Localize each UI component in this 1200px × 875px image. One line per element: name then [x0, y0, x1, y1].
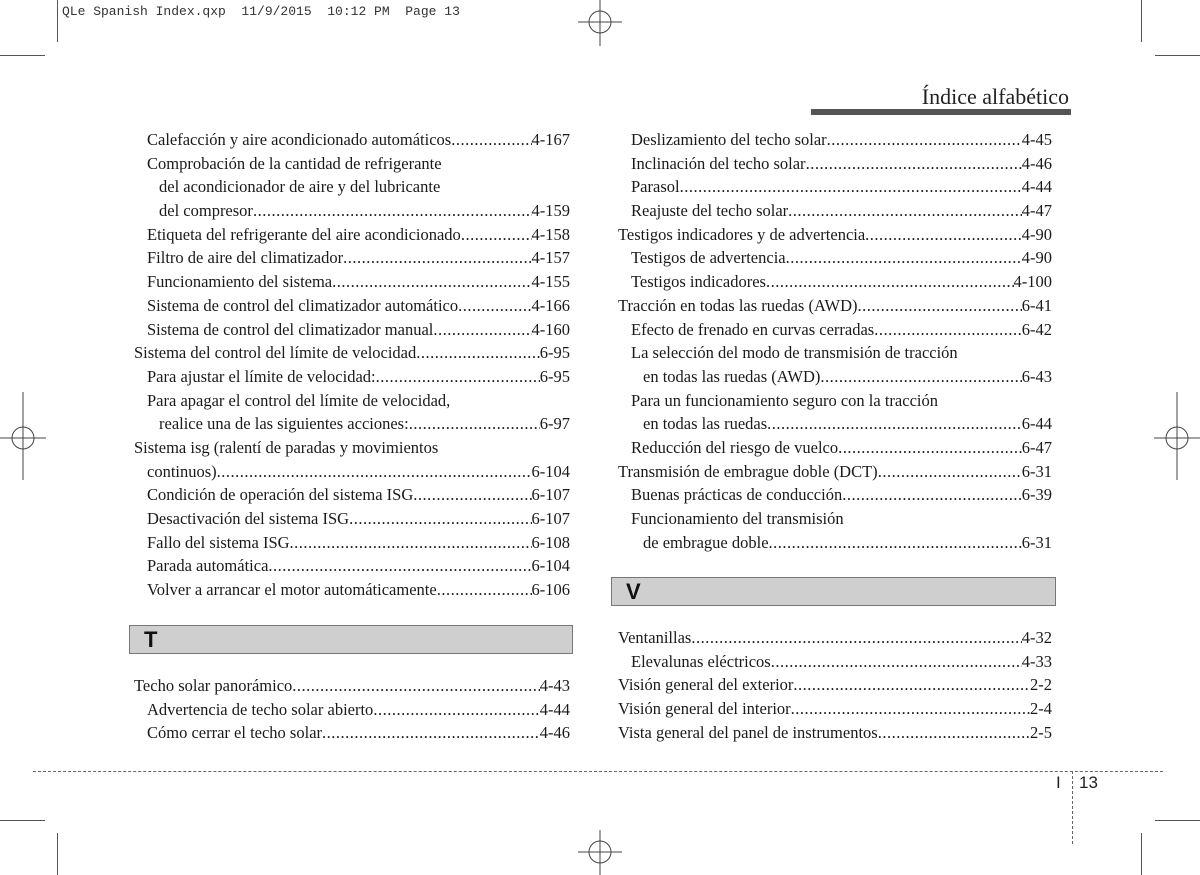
section-header-t — [129, 625, 573, 654]
entry-text: Cómo cerrar el techo solar — [147, 723, 323, 743]
entry-text: continuos) — [147, 461, 217, 481]
page-number: 13 — [1079, 773, 1098, 792]
entry-page: 4-46 — [1021, 153, 1052, 173]
entry-text: Parasol — [631, 177, 680, 197]
entry-text: Para apagar el control del límite de velocidad, — [147, 390, 451, 410]
entry-text: Efecto de frenado en curvas cerradas — [631, 319, 875, 339]
index-entry — [134, 531, 570, 555]
entry-page: 4-33 — [1021, 651, 1052, 671]
entry-page: 6-44 — [1021, 414, 1052, 434]
entry-text: La selección del modo de transmisión de tracción — [631, 343, 958, 363]
entry-page: 6-31 — [1021, 461, 1052, 481]
dot-leader — [838, 436, 1022, 460]
entry-text: Inclinación del techo solar — [631, 153, 806, 173]
entry-page: 6-47 — [1021, 437, 1052, 457]
index-entry — [134, 436, 570, 460]
dot-leader — [253, 199, 532, 223]
file-slug: QLe Spanish Index.qxp 11/9/2015 10:12 PM Page 13 — [62, 4, 460, 19]
entry-text: Sistema de control del climatizador automático — [147, 295, 459, 315]
dot-leader — [458, 294, 531, 318]
dot-leader — [413, 483, 531, 507]
index-entry — [618, 246, 1052, 270]
entry-text: Fallo del sistema ISG — [147, 532, 290, 552]
entry-text: Vista general del panel de instrumentos — [618, 722, 878, 742]
index-entry — [618, 650, 1052, 674]
entry-text: en todas las ruedas — [643, 414, 768, 434]
index-column-left — [134, 128, 570, 602]
section-v-entries — [618, 626, 1052, 744]
index-entry — [618, 341, 1052, 365]
entry-text: Testigos de advertencia — [631, 248, 786, 268]
dot-leader — [788, 199, 1022, 223]
dot-leader — [409, 412, 540, 436]
dot-leader — [769, 531, 1022, 555]
entry-text: Volver a arrancar el motor automáticamente — [147, 580, 437, 600]
entry-page: 6-107 — [531, 485, 570, 505]
entry-text: Deslizamiento del techo solar — [631, 130, 827, 149]
entry-page: 2-5 — [1030, 722, 1052, 742]
section-letter: V — [626, 579, 641, 604]
entry-text: Funcionamiento del transmisión — [631, 509, 844, 528]
dot-leader — [691, 626, 1021, 650]
index-entry — [618, 294, 1052, 318]
entry-text: Sistema de control del climatizador manual — [147, 319, 434, 339]
index-entry — [134, 554, 570, 578]
entry-page: 4-44 — [539, 699, 570, 719]
index-entry — [618, 626, 1052, 650]
index-entry — [618, 152, 1052, 176]
index-entry — [134, 318, 570, 342]
section-header-v — [611, 577, 1056, 606]
dot-leader — [865, 223, 1022, 247]
entry-page: 4-47 — [1021, 201, 1052, 221]
header-rule — [811, 109, 1071, 115]
entry-text: Tracción en todas las ruedas (AWD) — [618, 295, 858, 315]
registration-mark-right — [1154, 392, 1200, 480]
entry-page: 6-41 — [1021, 295, 1052, 315]
index-entry — [134, 674, 570, 698]
dot-leader — [451, 128, 531, 152]
entry-page: 6-95 — [539, 366, 570, 386]
entry-list-left — [134, 128, 570, 602]
dot-leader — [373, 698, 539, 722]
entry-text: Testigos indicadores — [631, 272, 766, 292]
entry-list-v — [618, 626, 1052, 744]
entry-page: 4-100 — [1013, 272, 1052, 292]
entry-page: 4-44 — [1021, 177, 1052, 197]
entry-page: 4-166 — [531, 295, 570, 315]
index-entry — [134, 389, 570, 413]
index-entry — [134, 175, 570, 199]
entry-page: 6-104 — [531, 556, 570, 576]
footer-divider — [1072, 771, 1073, 844]
dot-leader — [771, 650, 1022, 674]
dot-leader — [793, 673, 1030, 697]
entry-page: 4-160 — [531, 319, 570, 339]
index-entry — [134, 128, 570, 152]
index-entry — [618, 673, 1052, 697]
footer-rule — [33, 771, 1163, 772]
index-entry — [618, 697, 1052, 721]
dot-leader — [268, 554, 531, 578]
entry-page: 4-46 — [539, 723, 570, 743]
entry-page: 4-90 — [1021, 248, 1052, 268]
entry-page: 4-159 — [531, 201, 570, 221]
entry-page: 4-167 — [531, 130, 570, 149]
dot-leader — [858, 294, 1022, 318]
entry-text: del compresor — [159, 201, 253, 221]
index-entry — [618, 460, 1052, 484]
entry-page: 4-43 — [539, 676, 570, 695]
entry-text: Sistema del control del límite de velocidad — [134, 343, 417, 363]
dot-leader — [827, 128, 1022, 152]
entry-text: Visión general del interior — [618, 699, 791, 719]
index-entry — [618, 270, 1052, 294]
dot-leader — [217, 460, 532, 484]
index-entry — [618, 721, 1052, 745]
entry-page: 2-4 — [1030, 699, 1052, 719]
dot-leader — [766, 270, 1014, 294]
entry-text: Condición de operación del sistema ISG — [147, 485, 414, 505]
entry-text: Reajuste del techo solar — [631, 201, 789, 221]
entry-page: 2-2 — [1030, 675, 1052, 695]
entry-page: 6-43 — [1021, 366, 1052, 386]
dot-leader — [767, 412, 1022, 436]
index-entry — [134, 223, 570, 247]
index-entry — [134, 483, 570, 507]
dot-leader — [878, 460, 1022, 484]
entry-page: 4-90 — [1021, 224, 1052, 244]
entry-page: 6-42 — [1021, 319, 1052, 339]
entry-text: Advertencia de techo solar abierto — [147, 699, 374, 719]
entry-page: 6-104 — [531, 461, 570, 481]
entry-text: Funcionamiento del sistema — [147, 272, 333, 292]
dot-leader — [290, 531, 532, 555]
entry-text: Sistema isg (ralentí de paradas y movimientos — [134, 437, 439, 457]
index-entry — [134, 507, 570, 531]
entry-text: Calefacción y aire acondicionado automáticos — [147, 130, 452, 149]
index-entry — [618, 412, 1052, 436]
dot-leader — [874, 318, 1022, 342]
index-entry — [134, 412, 570, 436]
dot-leader — [680, 175, 1022, 199]
dot-leader — [349, 507, 531, 531]
entry-text: Techo solar panorámico — [134, 676, 293, 695]
entry-text: Filtro de aire del climatizador — [147, 248, 344, 268]
entry-page: 4-158 — [531, 224, 570, 244]
entry-page: 6-95 — [539, 343, 570, 363]
dot-leader — [461, 223, 532, 247]
index-entry — [618, 175, 1052, 199]
entry-page: 6-31 — [1021, 532, 1052, 552]
entry-text: Ventanillas — [618, 628, 692, 647]
dot-leader — [332, 270, 531, 294]
entry-text: Para ajustar el límite de velocidad: — [147, 366, 376, 386]
entry-page: 4-32 — [1021, 628, 1052, 647]
entry-page: 4-45 — [1021, 130, 1052, 149]
dot-leader — [433, 318, 531, 342]
index-entry — [134, 152, 570, 176]
registration-mark-top — [578, 0, 622, 46]
entry-text: Reducción del riesgo de vuelco — [631, 437, 839, 457]
dot-leader — [292, 674, 539, 698]
dot-leader — [842, 483, 1022, 507]
index-entry — [134, 721, 570, 745]
dot-leader — [376, 365, 540, 389]
index-entry — [618, 199, 1052, 223]
entry-text: Elevalunas eléctricos — [631, 651, 771, 671]
dot-leader — [820, 365, 1021, 389]
index-entry — [618, 483, 1052, 507]
entry-text: Transmisión de embrague doble (DCT) — [618, 461, 878, 481]
index-entry — [134, 460, 570, 484]
section-letter: T — [144, 627, 158, 652]
index-entry — [618, 318, 1052, 342]
entry-list-right — [618, 128, 1052, 554]
entry-text: Comprobación de la cantidad de refrigerante — [147, 153, 442, 173]
entry-text: Desactivación del sistema ISG — [147, 509, 350, 528]
entry-page: 4-155 — [531, 272, 570, 292]
dot-leader — [343, 246, 531, 270]
registration-mark-left — [0, 392, 46, 480]
index-entry — [618, 365, 1052, 389]
page-title: Índice alfabético — [921, 84, 1069, 109]
entry-page: 6-39 — [1021, 485, 1052, 505]
index-entry — [134, 578, 570, 602]
dot-leader — [791, 697, 1030, 721]
index-entry — [134, 199, 570, 223]
index-column-right — [618, 128, 1052, 554]
entry-page: 6-97 — [539, 414, 570, 434]
entry-text: Testigos indicadores y de advertencia — [618, 224, 866, 244]
index-entry — [134, 341, 570, 365]
index-entry — [134, 698, 570, 722]
entry-text: Buenas prácticas de conducción — [631, 485, 843, 505]
entry-text: realice una de las siguientes acciones: — [159, 414, 409, 434]
index-entry — [618, 223, 1052, 247]
dot-leader — [322, 721, 540, 745]
section-t-entries — [134, 674, 570, 745]
registration-mark-bottom — [578, 830, 622, 875]
index-entry — [134, 294, 570, 318]
entry-text: del acondicionador de aire y del lubricante — [159, 177, 441, 197]
entry-page: 6-106 — [531, 580, 570, 600]
entry-text: Parada automática — [147, 556, 269, 576]
index-entry — [134, 246, 570, 270]
index-entry — [618, 436, 1052, 460]
index-entry — [618, 128, 1052, 152]
entry-text: Etiqueta del refrigerante del aire acondicionado — [147, 224, 461, 244]
index-entry — [134, 270, 570, 294]
dot-leader — [878, 721, 1030, 745]
index-entry — [618, 507, 1052, 531]
index-entry — [134, 365, 570, 389]
entry-text: de embrague doble — [643, 532, 769, 552]
entry-page: 6-107 — [531, 509, 570, 528]
dot-leader — [786, 246, 1022, 270]
dot-leader — [437, 578, 532, 602]
entry-text: Para un funcionamiento seguro con la tracción — [631, 390, 938, 410]
section-code: I — [1056, 773, 1061, 792]
dot-leader — [416, 341, 539, 365]
index-entry — [618, 389, 1052, 413]
dot-leader — [806, 152, 1022, 176]
index-entry — [618, 531, 1052, 555]
entry-page: 4-157 — [531, 248, 570, 268]
entry-text: en todas las ruedas (AWD) — [643, 366, 821, 386]
entry-text: Visión general del exterior — [618, 675, 794, 695]
entry-page: 6-108 — [531, 532, 570, 552]
entry-list-t — [134, 674, 570, 745]
